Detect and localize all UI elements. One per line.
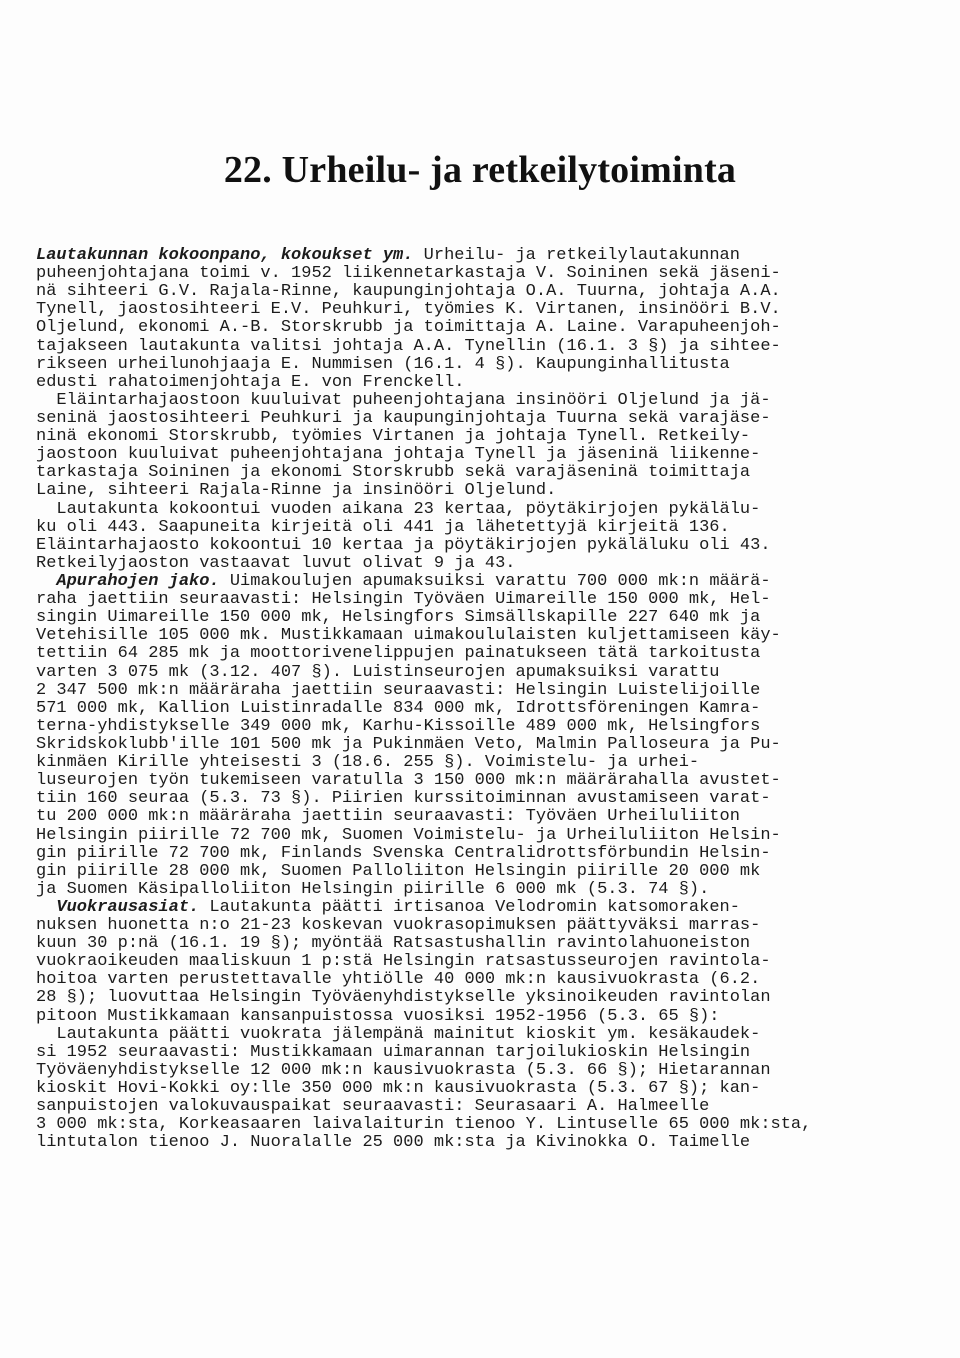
line-text: edusti rahatoimenjohtaja E. von Frenckell. [36, 372, 465, 392]
text-line [36, 392, 916, 410]
text-line [36, 664, 916, 682]
text-line [36, 1116, 916, 1134]
line-text: Lautakunta kokoontui vuoden aikana 23 kertaa, pöytäkirjojen pykälälu- [36, 499, 761, 519]
line-text: Oljelund, ekonomi A.-B. Storskrubb ja toimittaja A. Laine. Varapuheenjoh- [36, 318, 781, 338]
line-text: nuksen huonetta n:o 21-23 koskevan vuokrasopimuksen päättyväksi marras- [36, 916, 761, 936]
line-text: 28 §); luovuttaa Helsingin Työväenyhdistykselle yksinoikeuden ravintolan [36, 988, 771, 1008]
text-line [36, 1080, 916, 1098]
line-text: tettiin 64 285 mk ja moottorivenelippujen painatukseen tätä tarkoitusta [36, 644, 761, 664]
text-line [36, 537, 916, 555]
line-text: Uimakoulujen apumaksuiksi varattu 700 000 mk:n määrä- [219, 571, 771, 591]
text-line [36, 754, 916, 772]
text-line [36, 772, 916, 790]
text-line [36, 899, 916, 917]
text-line [36, 573, 916, 591]
text-line [36, 519, 916, 537]
text-line [36, 338, 916, 356]
line-text: si 1952 seuraavasti: Mustikkamaan uimarannan tarjoilukioskin Helsingin [36, 1042, 751, 1062]
text-line [36, 301, 916, 319]
document-body [36, 247, 916, 1152]
text-line [36, 374, 916, 392]
text-line [36, 917, 916, 935]
text-line [36, 1134, 916, 1152]
line-text: Eläintarhajaosto kokoontui 10 kertaa ja pöytäkirjojen pykäläluku oli 43. [36, 535, 771, 555]
text-line [36, 591, 916, 609]
line-text: tajakseen lautakunta valitsi johtaja A.A. Tynellin (16.1. 3 §) ja sihtee- [36, 336, 781, 356]
line-text: Skridskoklubb'ille 101 500 mk ja Pukinmäen Veto, Malmin Palloseura ja Pu- [36, 734, 781, 754]
line-text: Helsingin piirille 72 700 mk, Suomen Voimistelu- ja Urheiluliiton Helsin- [36, 825, 781, 845]
line-text: pitoon Mustikkamaan kansanpuistossa vuosiksi 1952-1956 (5.3. 65 §): [36, 1006, 720, 1026]
text-line [36, 718, 916, 736]
line-text: 3 000 mk:sta, Korkeasaaren laivalaiturin tienoo Y. Lintuselle 65 000 mk:sta, [36, 1115, 812, 1135]
text-line [36, 845, 916, 863]
text-line [36, 953, 916, 971]
text-line [36, 1044, 916, 1062]
text-line [36, 700, 916, 718]
text-line [36, 1008, 916, 1026]
line-text: kuun 30 p:nä (16.1. 19 §); myöntää Ratsastushallin ravintolahuoneiston [36, 934, 751, 954]
line-text: hoitoa varten perustettavalle yhtiölle 40 000 mk:n kausivuokrasta (6.2. [36, 970, 761, 990]
text-line [36, 501, 916, 519]
text-line [36, 1098, 916, 1116]
line-text: puheenjohtajana toimi v. 1952 liikennetarkastaja V. Soininen sekä jäseni- [36, 264, 781, 284]
line-text: ku oli 443. Saapuneita kirjeitä oli 441 ja lähetettyjä kirjeitä 136. [36, 517, 730, 537]
section-heading: Lautakunnan kokoonpano, kokoukset ym. [36, 246, 414, 265]
line-text: Urheilu- ja retkeilylautakunnan [413, 246, 740, 265]
text-line [36, 971, 916, 989]
text-line [36, 863, 916, 881]
line-text: nä sihteeri G.V. Rajala-Rinne, kaupunginjohtaja O.A. Tuurna, johtaja A.A. [36, 282, 781, 302]
line-text: ja Suomen Käsipalloliiton Helsingin piirille 6 000 mk (5.3. 74 §). [36, 879, 710, 899]
line-text: kinmäen Kirille yhteisesti 3 (18.6. 255 §). Voimistelu- ja urhei- [36, 753, 700, 773]
section-heading: Vuokrausasiat. [36, 897, 200, 917]
text-line [36, 1026, 916, 1044]
line-text: varten 3 075 mk (3.12. 407 §). Luistinseurojen apumaksuiksi varattu [36, 662, 720, 682]
line-text: tu 200 000 mk:n määräraha jaettiin seuraavasti: Työväen Urheiluliiton [36, 807, 740, 827]
text-line [36, 283, 916, 301]
line-text: ninä ekonomi Storskrubb, työmies Virtanen ja johtaja Tynell. Retkeily- [36, 427, 751, 447]
text-line [36, 410, 916, 428]
text-line [36, 555, 916, 573]
text-line [36, 247, 916, 265]
line-text: tarkastaja Soininen ja ekonomi Storskrubb sekä varajäseninä toimittaja [36, 463, 751, 483]
text-line [36, 446, 916, 464]
section-heading: Apurahojen jako. [36, 571, 220, 591]
text-line [36, 265, 916, 283]
line-text: Lautakunta päätti vuokrata jälempänä mainitut kioskit ym. kesäkaudek- [36, 1024, 761, 1044]
line-text: kioskit Hovi-Kokki oy:lle 350 000 mk:n kausivuokrasta (5.3. 67 §); kan- [36, 1079, 761, 1099]
line-text: rikseen urheilunohjaaja E. Nummisen (16.1. 4 §). Kaupunginhallitusta [36, 354, 730, 374]
text-line [36, 881, 916, 899]
text-line [36, 645, 916, 663]
line-text: Työväenyhdistykselle 12 000 mk:n kausivuokrasta (5.3. 66 §); Hietarannan [36, 1060, 771, 1080]
line-text: tiin 160 seuraa (5.3. 73 §). Piirien kurssitoiminnan avustamiseen varat- [36, 789, 771, 809]
line-text: gin piirille 72 700 mk, Finlands Svenska Centralidrottsförbundin Helsin- [36, 843, 771, 863]
text-line [36, 428, 916, 446]
line-text: Tynell, jaostosihteeri E.V. Peuhkuri, työmies K. Virtanen, insinööri B.V. [36, 300, 781, 320]
text-line [36, 464, 916, 482]
line-text: singin Uimareille 150 000 mk, Helsingfors Simsällskapille 227 640 mk ja [36, 608, 761, 628]
line-text: jaostoon kuuluivat puheenjohtajana johtaja Tynell ja jäseninä liikenne- [36, 445, 761, 465]
text-line [36, 935, 916, 953]
line-text: Retkeilyjaoston vastaavat luvut olivat 9 ja 43. [36, 553, 516, 573]
text-line [36, 790, 916, 808]
line-text: Eläintarhajaostoon kuuluivat puheenjohtajana insinööri Oljelund ja jä- [36, 390, 771, 410]
text-line [36, 808, 916, 826]
line-text: terna-yhdistykselle 349 000 mk, Karhu-Kissoille 489 000 mk, Helsingfors [36, 716, 761, 736]
line-text: raha jaettiin seuraavasti: Helsingin Työväen Uimareille 150 000 mk, Hel- [36, 590, 771, 610]
text-line [36, 682, 916, 700]
text-line [36, 736, 916, 754]
line-text: vuokraoikeuden maaliskuun 1 p:stä Helsingin ratsastusseurojen ravintola- [36, 952, 771, 972]
text-line [36, 482, 916, 500]
line-text: 571 000 mk, Kallion Luistinradalle 834 000 mk, Idrottsföreningen Kamra- [36, 698, 761, 718]
line-text: lintutalon tienoo J. Nuoralalle 25 000 mk:sta ja Kivinokka O. Taimelle [36, 1133, 751, 1153]
text-line [36, 827, 916, 845]
text-line [36, 989, 916, 1007]
line-text: gin piirille 28 000 mk, Suomen Palloliiton Helsingin piirille 20 000 mk [36, 861, 761, 881]
text-line [36, 627, 916, 645]
line-text: 2 347 500 mk:n määräraha jaettiin seuraavasti: Helsingin Luistelijoille [36, 680, 761, 700]
line-text: Vetehisille 105 000 mk. Mustikkamaan uimakoululaisten kuljettamiseen käy- [36, 626, 781, 646]
page-title: 22. Urheilu- ja retkeilytoiminta [223, 149, 737, 191]
line-text: sanpuistojen valokuvauspaikat seuraavasti: Seurasaari A. Halmeelle [36, 1097, 710, 1117]
text-line [36, 609, 916, 627]
line-text: Lautakunta päätti irtisanoa Velodromin katsomoraken- [199, 897, 740, 917]
line-text: luseurojen työn tukemiseen varatulla 3 150 000 mk:n määrärahalla avustet- [36, 771, 781, 791]
line-text: Laine, sihteeri Rajala-Rinne ja insinööri Oljelund. [36, 481, 557, 501]
text-line [36, 1062, 916, 1080]
line-text: seninä jaostosihteeri Peuhkuri ja kaupunginjohtaja Tuurna sekä varajäse- [36, 408, 771, 428]
text-line [36, 356, 916, 374]
text-line [36, 319, 916, 337]
